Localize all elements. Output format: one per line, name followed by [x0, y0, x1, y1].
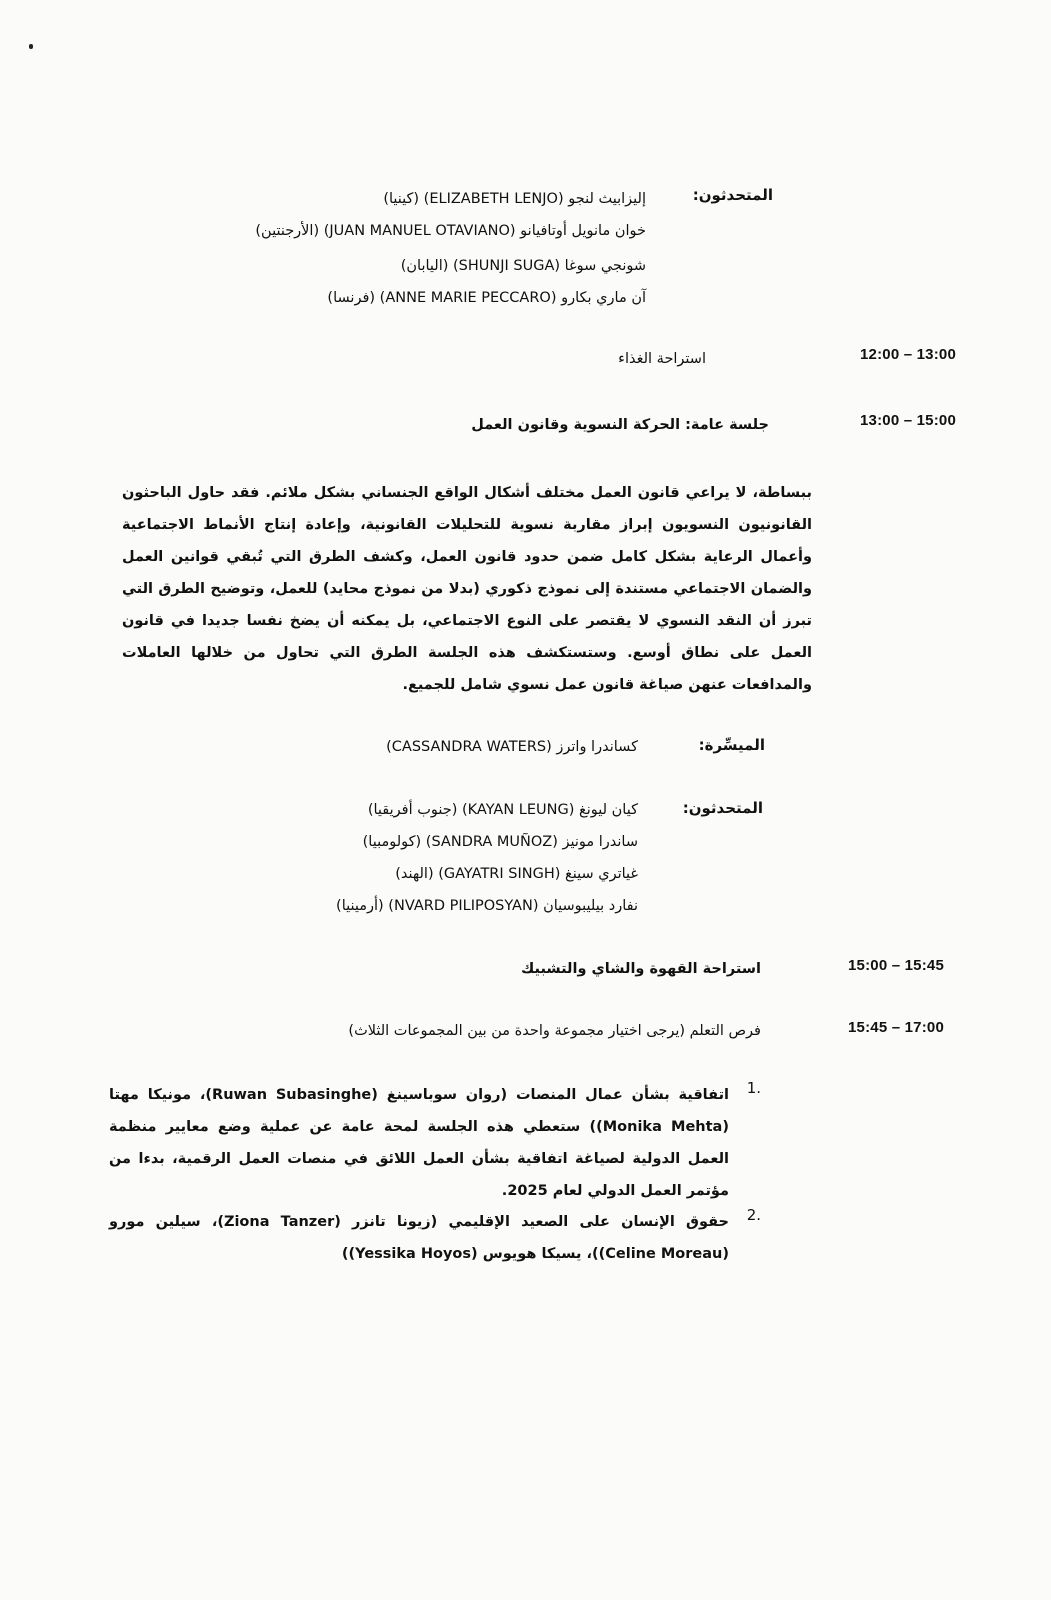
session-title: استراحة الغذاء [618, 351, 706, 367]
session-time: 13:00 – 15:00 [860, 412, 957, 429]
list-text: حقوق الإنسان على الصعيد الإقليمي (زيونا تانزر (Ziona Tanzer)، سيلين مورو (Celine Moreau))، يسيكا هويوس (Yessika Hoyos)) [109, 1214, 729, 1262]
speakers-label: المتحدثون: [682, 799, 763, 817]
list-number: 1. [746, 1079, 761, 1097]
session-description: ببساطة، لا يراعي قانون العمل مختلف أشكال الواقع الجنساني بشكل ملائم. فقد حاول الباحثون القانونيون النسويون إبراز مقاربة نسوية للتحليلات القانونية، وإعادة إنتاج الأنماط الاجتماعية وأعمال الرعاية بشكل كامل ضمن حدود قانون العمل، وكشف الطرق التي تُبقي قوانين العمل والضمان الاجتماعي مستندة إلى نموذج ذكوري (بدلا من نموذج محايد) للعمل، وتوضيح الطرق التي تبرز أن النقد النسوي لا يقتصر على النوع الاجتماعي، بل يمكنه أن يضخ نفسا جديدا في قانون العمل على نطاق أوسع. وستستكشف هذه الجلسة الطرق التي تحاول من خلالها العاملات والمدافعات عنهن صياغة قانون عمل نسوي شامل للجميع. [122, 485, 812, 693]
session-time: 15:45 – 17:00 [848, 1019, 945, 1036]
speaker-name: شونجي سوغا (SHUNJI SUGA) (اليابان) [400, 258, 646, 274]
list-item [109, 1079, 761, 1207]
speakers-label: المتحدثون: [692, 186, 773, 204]
list-number: 2. [746, 1206, 761, 1224]
moderator-name: كساندرا واترز (CASSANDRA WATERS) [386, 739, 638, 755]
list-text: اتفاقية بشأن عمال المنصات (روان سوباسينغ (Ruwan Subasinghe)، مونيكا مهتا (Monika Mehta)) ستعطي هذه الجلسة لمحة عامة عن عملية وضع معايير منظمة العمل الدولية لصياغة اتفاقية بشأن العمل اللائق في منصات العمل الرقمية، بدءا من مؤتمر العمل الدولي لعام 2025. [109, 1087, 729, 1199]
session-time: 12:00 – 13:00 [860, 346, 957, 363]
session-title: جلسة عامة: الحركة النسوية وقانون العمل [471, 417, 769, 433]
speaker-name: غياتري سينغ (GAYATRI SINGH) (الهند) [395, 866, 638, 882]
speaker-name: آن ماري بكارو (ANNE MARIE PECCARO) (فرنسا) [327, 290, 646, 306]
speaker-name: كيان ليونغ (KAYAN LEUNG) (جنوب أفريقيا) [367, 802, 638, 818]
list-item [109, 1206, 761, 1270]
moderator-label: الميسِّرة: [698, 736, 765, 754]
session-title: استراحة القهوة والشاي والتشبيك [521, 961, 761, 977]
speaker-name: إليزابيث لنجو (ELIZABETH LENJO) (كينيا) [383, 191, 646, 207]
speaker-name: ساندرا مونيز (SANDRA MUÑOZ) (كولومبيا) [362, 834, 638, 850]
scan-speck [29, 44, 33, 49]
speaker-name: نفارد بيليبوسيان (NVARD PILIPOSYAN) (أرمينيا) [336, 898, 638, 914]
speaker-name: خوان مانويل أوتافيانو (JUAN MANUEL OTAVIANO) (الأرجنتين) [255, 223, 646, 239]
session-title: فرص التعلم (يرجى اختيار مجموعة واحدة من بين المجموعات الثلاث) [348, 1023, 761, 1039]
session-time: 15:00 – 15:45 [848, 957, 945, 974]
